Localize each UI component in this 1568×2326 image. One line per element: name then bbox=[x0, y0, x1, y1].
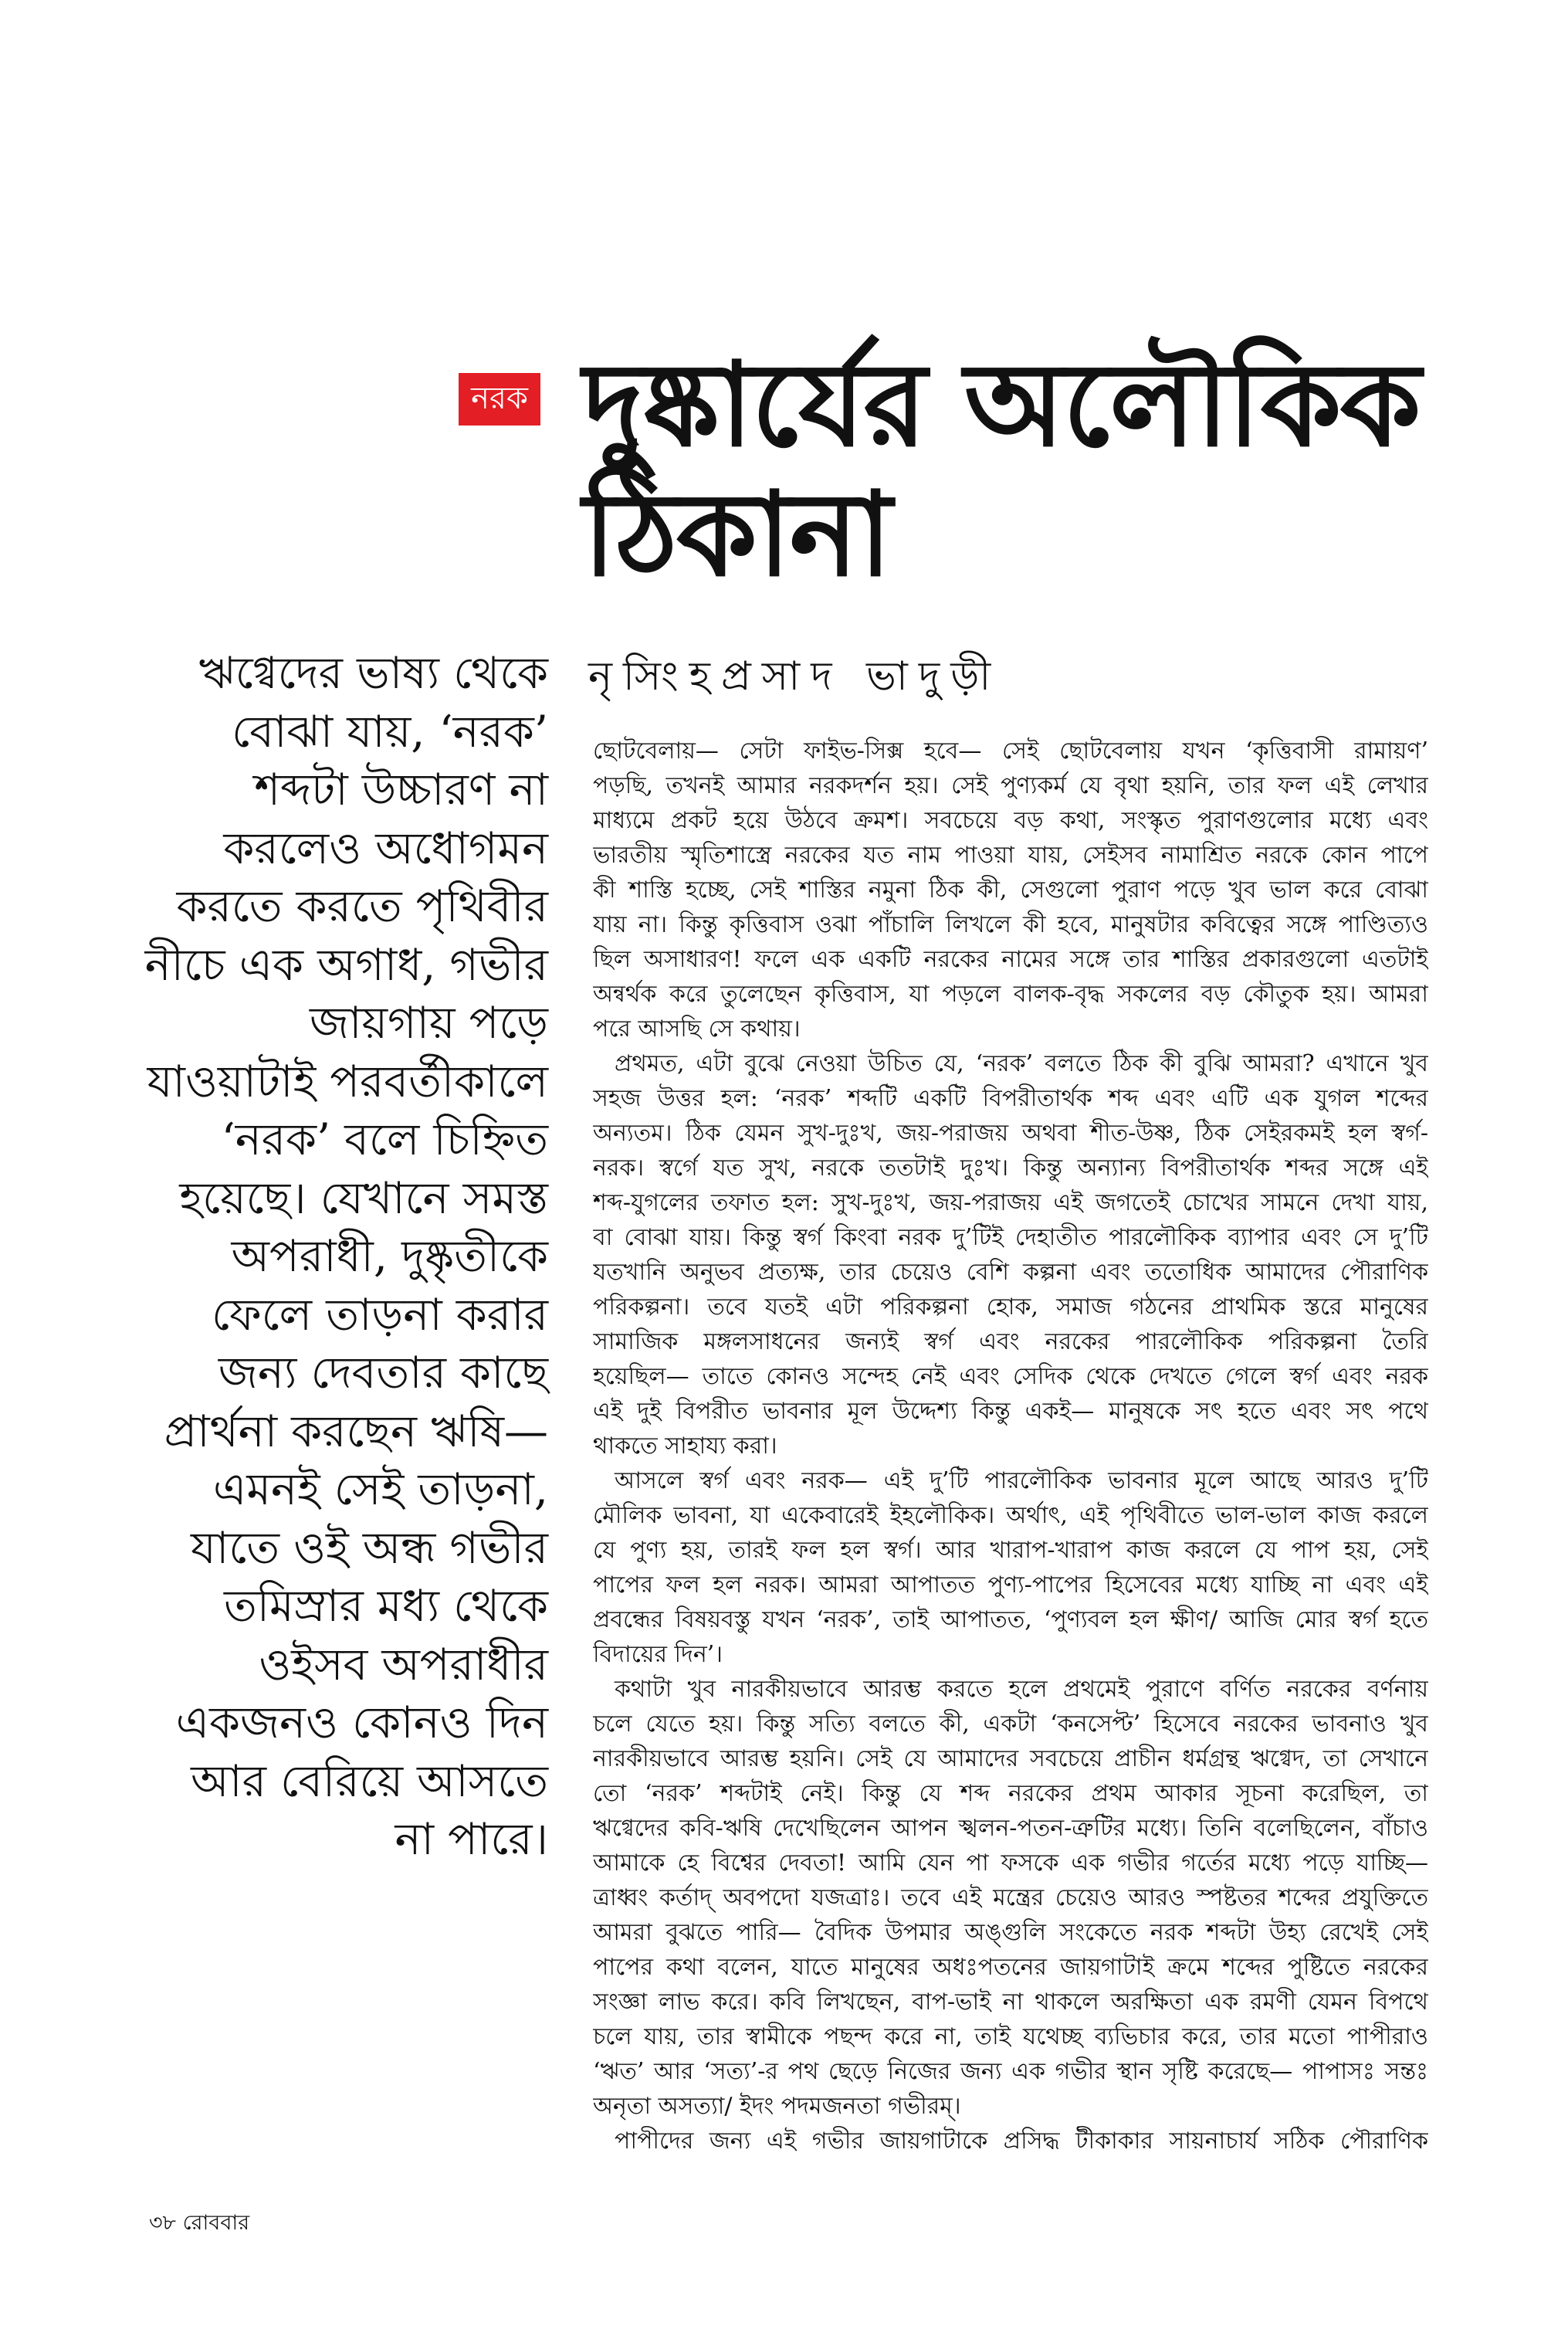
paragraph-line: মৌলিক ভাবনা, যা একেবারেই ইহলৌকিক। অর্থাৎ, এই পৃথিবীতে ভাল-ভাল কাজ করলে bbox=[593, 1502, 1428, 1529]
paragraph-line: ত্রাধ্বং কর্তাদ্ অবপদো যজত্রাঃ। তবে এই মন্ত্রের চেয়েও আরও স্পষ্টতর শব্দের প্রযুক্তিতে bbox=[593, 1884, 1428, 1911]
pull-quote-line: শব্দটা উচ্চারণ না bbox=[254, 765, 548, 815]
pull-quote-line: প্রার্থনা করছেন ঋষি— bbox=[164, 1405, 548, 1457]
pull-quote-line: একজনও কোনও দিন bbox=[175, 1697, 548, 1748]
headline-line-2: ঠিকানা bbox=[583, 466, 891, 602]
paragraph-line: চলে যায়, তার স্বামীকে পছন্দ করে না, তাই যথেচ্ছ ব্যভিচার করে, তার মতো পাপীরাও bbox=[593, 2023, 1428, 2050]
paragraph-line: চলে যেতে হয়। কিন্তু সত্যি বলতে কী, একটা ‘কনসেপ্ট’ হিসেবে নরকের ভাবনাও খুব bbox=[593, 1711, 1428, 1738]
paragraph-line: প্রথমত, এটা বুঝে নেওয়া উচিত যে, ‘নরক’ বলতে ঠিক কী বুঝি আমরা? এখানে খুব bbox=[615, 1050, 1428, 1077]
pull-quote-line: বোঝা যায়, ‘নরক’ bbox=[232, 706, 548, 758]
paragraph-line: অনৃতা অসত্যা/ ইদং পদমজনতা গভীরম্। bbox=[593, 2093, 961, 2120]
pull-quote-line: অপরাধী, দুষ্কৃতীকে bbox=[231, 1231, 548, 1282]
paragraph-line: অন্বর্থক করে তুলেছেন কৃত্তিবাস, যা পড়লে বালক-বৃদ্ধ সকলের বড় কৌতুক হয়। আমরা bbox=[593, 981, 1428, 1008]
paragraph-line: এই দুই বিপরীত ভাবনার মূল উদ্দেশ্য কিন্তু একই— মানুষকে সৎ হতে এবং সৎ পথে bbox=[593, 1398, 1428, 1425]
paragraph-line: শব্দ-যুগলের তফাত হল: সুখ-দুঃখ, জয়-পরাজয় এই জগতেই চোখের সামনে দেখা যায়, bbox=[593, 1189, 1428, 1216]
article-body bbox=[593, 734, 1428, 2158]
paragraph bbox=[593, 1046, 1428, 1463]
headline bbox=[583, 337, 1448, 602]
pull-quote-line: যাতে ওই অন্ধ গভীর bbox=[191, 1522, 548, 1574]
page-footer bbox=[149, 2207, 249, 2242]
page-number: ৩৮ bbox=[149, 2211, 177, 2235]
paragraph-line: অন্যতম। ঠিক যেমন সুখ-দুঃখ, জয়-পরাজয় অথবা শীত-উষ্ণ, ঠিক সেইরকমই হল স্বর্গ- bbox=[593, 1120, 1428, 1147]
paragraph-line: হয়েছিল— তাতে কোনও সন্দেহ নেই এবং সেদিক থেকে দেখতে গেলে স্বর্গ এবং নরক bbox=[593, 1363, 1428, 1390]
paragraph-line: ছিল অসাধারণ! ফলে এক একটি নরকের নামের সঙ্গে তার শাস্তির প্রকারগুলো এতটাই bbox=[593, 946, 1428, 973]
pull-quote bbox=[131, 645, 548, 1870]
paragraph-line: বিদায়ের দিন’। bbox=[593, 1641, 723, 1668]
paragraph-line: কী শাস্তি হচ্ছে, সেই শাস্তির নমুনা ঠিক কী, সেগুলো পুরাণ পড়ে খুব ভাল করে বোঝা bbox=[593, 876, 1428, 904]
paragraph-line: সহজ উত্তর হল: ‘নরক’ শব্দটি একটি বিপরীতার্থক শব্দ এবং এটি এক যুগল শব্দের bbox=[593, 1085, 1428, 1112]
paragraph-line: সংজ্ঞা লাভ করে। কবি লিখছেন, বাপ-ভাই না থাকলে অরক্ষিতা এক রমণী যেমন বিপথে bbox=[593, 1989, 1428, 2016]
paragraph-line: মাধ্যমে প্রকট হয়ে উঠবে ক্রমশ। সবচেয়ে বড় কথা, সংস্কৃত পুরাণগুলোর মধ্যে এবং bbox=[593, 807, 1428, 834]
pull-quote-line: করলেও অধোগমন bbox=[223, 822, 548, 874]
paragraph-line: কথাটা খুব নারকীয়ভাবে আরম্ভ করতে হলে প্রথমেই পুরাণে বর্ণিত নরকের বর্ণনায় bbox=[615, 1676, 1428, 1703]
paragraph bbox=[593, 2124, 1428, 2158]
paragraph-line: বা বোঝা যায়। কিন্তু স্বর্গ কিংবা নরক দু’টিই দেহাতীত পারলৌকিক ব্যাপার এবং সে দু’টি bbox=[593, 1224, 1428, 1251]
paragraph-line: আমাকে হে বিশ্বের দেবতা! আমি যেন পা ফসকে এক গভীর গর্তের মধ্যে পড়ে যাচ্ছি— bbox=[593, 1850, 1428, 1877]
paragraph-line: পড়ছি, তখনই আমার নরকদর্শন হয়। সেই পুণ্যকর্ম যে বৃথা হয়নি, তার ফল এই লেখার bbox=[593, 772, 1428, 799]
paragraph-line: আমরা বুঝতে পারি— বৈদিক উপমার অঙ্গুলি সংকেতে নরক শব্দটা উহ্য রেখেই সেই bbox=[593, 1919, 1428, 1946]
paragraph-line: যে পুণ্য হয়, তারই ফল হল স্বর্গ। আর খারাপ-খারাপ কাজ করলে যে পাপ হয়, সেই bbox=[593, 1537, 1428, 1564]
pull-quote-line: তমিস্রার মধ্য থেকে bbox=[223, 1581, 548, 1632]
paragraph-line: পরে আসছি সে কথায়। bbox=[593, 1016, 801, 1043]
paragraph-line: যতখানি অনুভব প্রত্যক্ষ, তার চেয়েও বেশি কল্পনা এবং ততোধিক আমাদের পৌরাণিক bbox=[593, 1259, 1428, 1286]
paragraph bbox=[593, 1672, 1428, 2124]
paragraph-line: সামাজিক মঙ্গলসাধনের জন্যই স্বর্গ এবং নরকের পারলৌকিক পরিকল্পনা তৈরি bbox=[593, 1328, 1428, 1355]
paragraph-line: যায় না। কিন্তু কৃত্তিবাস ওঝা পাঁচালি লিখলে কী হবে, মানুষটার কবিত্বের সঙ্গে পাণ্ডিত্যও bbox=[593, 911, 1428, 938]
pull-quote-line: ‘নরক’ বলে চিহ্নিত bbox=[221, 1114, 548, 1165]
paragraph-line: ছোটবেলায়— সেটা ফাইভ-সিক্স হবে— সেই ছোটবেলায় যখন ‘কৃত্তিবাসী রামায়ণ’ bbox=[593, 737, 1428, 765]
headline-line-1: দুষ্কার্যের অলৌকিক bbox=[583, 337, 1420, 473]
paragraph-line: পাপীদের জন্য এই গভীর জায়গাটাকে প্রসিদ্ধ টীকাকার সায়নাচার্য সঠিক পৌরাণিক bbox=[615, 2128, 1428, 2155]
paragraph-line: ঋগ্বেদের কবি-ঋষি দেখেছিলেন আপন স্খলন-পতন-ত্রুটির মধ্যে। তিনি বলেছিলেন, বাঁচাও bbox=[593, 1815, 1428, 1842]
paragraph-line: তো ‘নরক’ শব্দটাই নেই। কিন্তু যে শব্দ নরকের প্রথম আকার সূচনা করেছিল, তা bbox=[593, 1780, 1428, 1807]
pull-quote-line: এমনই সেই তাড়না, bbox=[212, 1464, 548, 1515]
pull-quote-line: ওইসব অপরাধীর bbox=[259, 1639, 548, 1690]
paragraph-line: পাপের ফল হল নরক। আমরা আপাতত পুণ্য-পাপের হিসেবের মধ্যে যাচ্ছি না এবং এই bbox=[593, 1572, 1428, 1599]
paragraph-line: পরিকল্পনা। তবে যতই এটা পরিকল্পনা হোক, সমাজ গঠনের প্রাথমিক স্তরে মানুষের bbox=[593, 1294, 1428, 1321]
paragraph bbox=[593, 1463, 1428, 1672]
pull-quote-line: করতে করতে পৃথিবীর bbox=[176, 881, 548, 932]
pull-quote-line: যাওয়াটাই পরবর্তীকালে bbox=[147, 1056, 548, 1107]
section-tag: নরক bbox=[459, 373, 540, 426]
pull-quote-line: নীচে এক অগাধ, গভীর bbox=[144, 939, 548, 991]
pull-quote-line: জায়গায় পড়ে bbox=[310, 998, 548, 1049]
paragraph-line: থাকতে সাহায্য করা। bbox=[593, 1433, 777, 1460]
pull-quote-line: আর বেরিয়ে আসতে bbox=[191, 1755, 548, 1807]
pull-quote-line: ঋগ্বেদের ভাষ্য থেকে bbox=[198, 648, 548, 699]
paragraph-line: পাপের কথা বলেন, যাতে মানুষের অধঃপতনের জায়গাটাই ক্রমে শব্দের পুষ্টিতে নরকের bbox=[593, 1954, 1428, 1981]
paragraph-line: আসলে স্বর্গ এবং নরক— এই দু’টি পারলৌকিক ভাবনার মূলে আছে আরও দু’টি bbox=[615, 1467, 1428, 1494]
paragraph-line: নারকীয়ভাবে আরম্ভ হয়নি। সেই যে আমাদের সবচেয়ে প্রাচীন ধর্মগ্রন্থ ঋগ্বেদ, তা সেখানে bbox=[593, 1745, 1428, 1772]
magazine-name: রোববার bbox=[182, 2211, 250, 2235]
paragraph-line: ভারতীয় স্মৃতিশাস্ত্রে নরকের যত নাম পাওয়া যায়, সেইসব নামাশ্রিত নরকে কোন পাপে bbox=[593, 842, 1428, 869]
paragraph-line: ‘ঋত’ আর ‘সত্য’-র পথ ছেড়ে নিজের জন্য এক গভীর স্থান সৃষ্টি করেছে— পাপাসঃ সন্তঃ bbox=[593, 2058, 1428, 2085]
pull-quote-line: হয়েছে। যেখানে সমস্ত bbox=[179, 1172, 548, 1224]
paragraph-line: প্রবন্ধের বিষয়বস্তু যখন ‘নরক’, তাই আপাতত, ‘পুণ্যবল হল ক্ষীণ/ আজি মোর স্বর্গ হতে bbox=[593, 1606, 1428, 1633]
author-byline: নৃসিংহপ্রসাদ ভাদুড়ী bbox=[588, 653, 1002, 700]
pull-quote-line: ফেলে তাড়না করার bbox=[211, 1289, 548, 1341]
paragraph-line: নরক। স্বর্গে যত সুখ, নরকে ততটাই দুঃখ। কিন্তু অন্যান্য বিপরীতার্থক শব্দর সঙ্গে এই bbox=[593, 1155, 1428, 1182]
paragraph bbox=[593, 734, 1428, 1046]
pull-quote-line: না পারে। bbox=[395, 1814, 548, 1865]
pull-quote-line: জন্য দেবতার কাছে bbox=[218, 1348, 548, 1399]
